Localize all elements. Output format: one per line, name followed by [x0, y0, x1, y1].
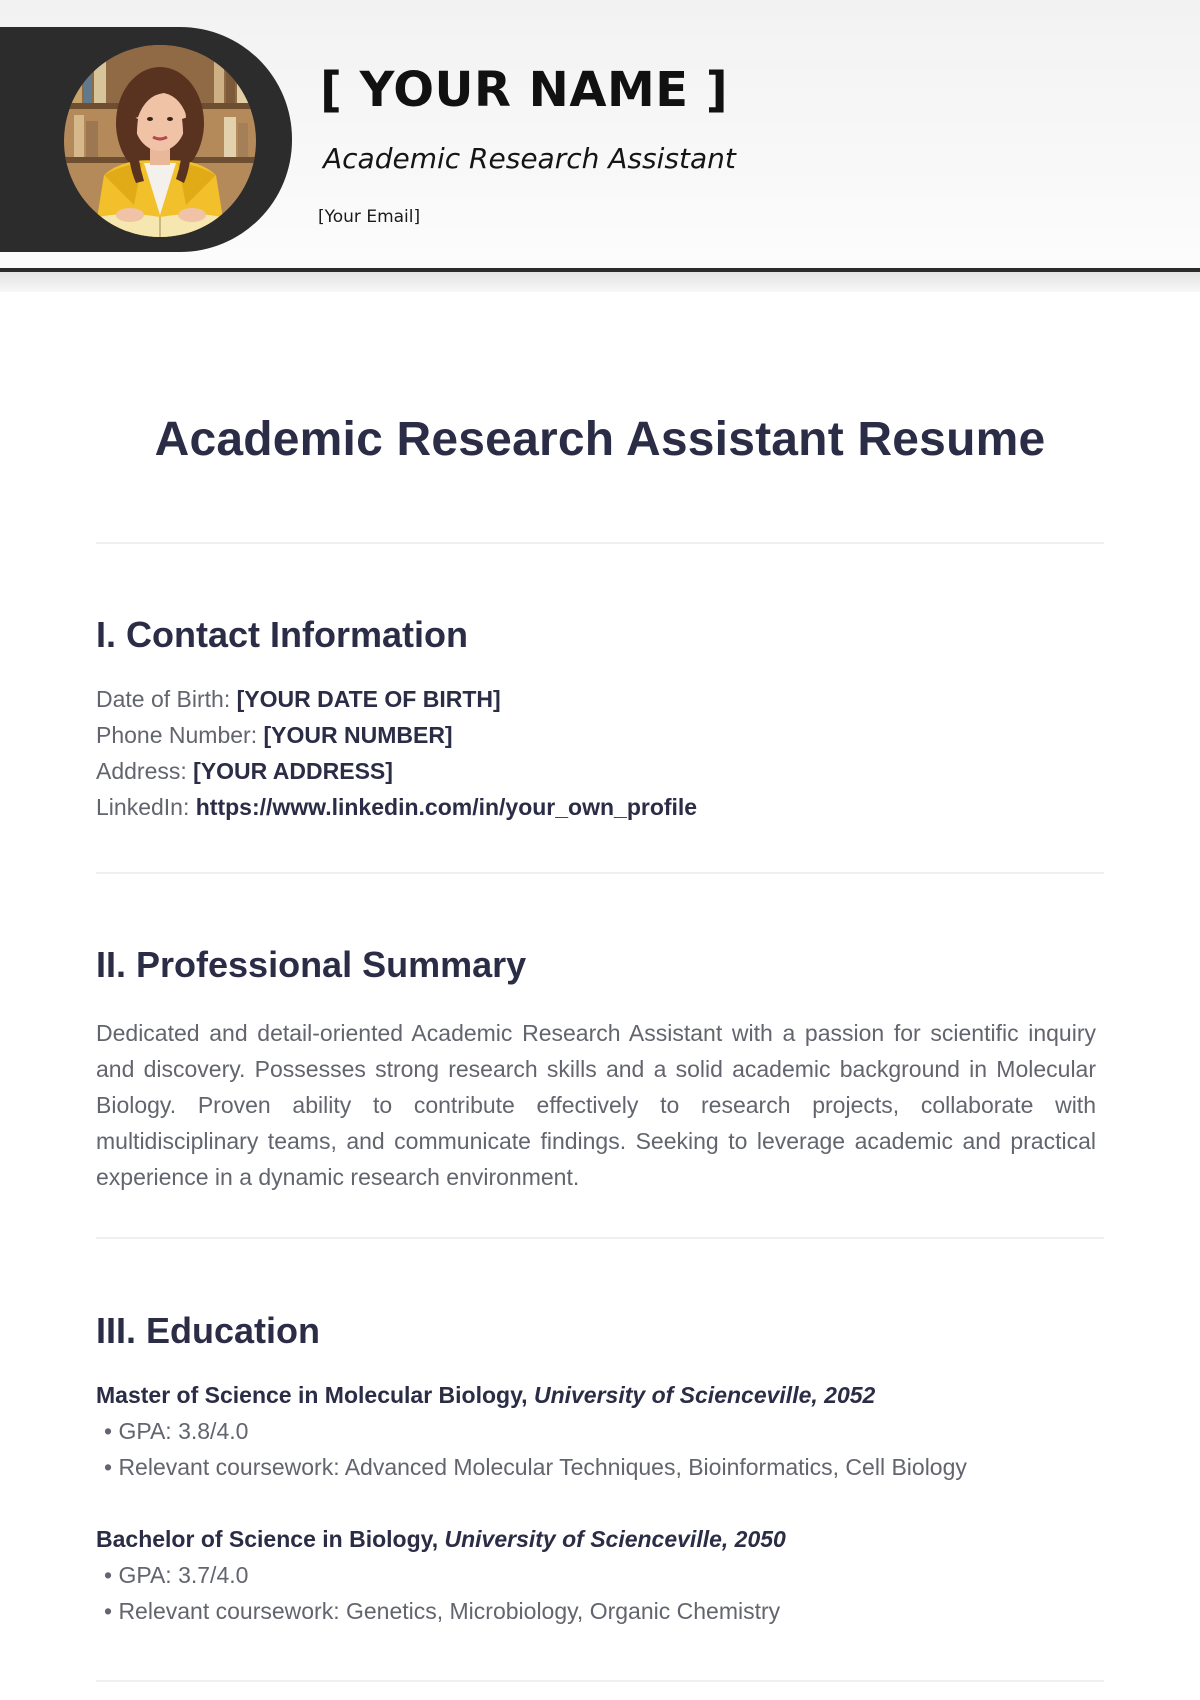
contact-label: LinkedIn: — [96, 794, 190, 820]
education-entry-degree — [96, 1526, 786, 1553]
contact-label: Address: — [96, 758, 187, 784]
divider — [96, 1237, 1104, 1239]
summary-text: Dedicated and detail-oriented Academic Research Assistant with a passion for scientific inquiry and discovery. Possesses strong research skills and a solid academic background in Molecular Biology. Proven ability to contribute effectively to research projects, collaborate with multidisciplinary teams, and communicate findings. Seeking to leverage academic and practical experience in a dynamic research environment. — [96, 1020, 1096, 1190]
contact-label: Date of Birth: — [96, 686, 231, 712]
education-bullet: • Relevant coursework: Advanced Molecular Techniques, Bioinformatics, Cell Biology — [104, 1454, 967, 1480]
job-title: Academic Research Assistant — [323, 142, 736, 175]
summary-heading: II. Professional Summary — [96, 944, 527, 985]
contact-linkedin — [96, 794, 697, 821]
degree-name: Bachelor of Science in Biology, — [96, 1526, 439, 1552]
school-name: University of Scienceville, 2050 — [444, 1526, 786, 1552]
linkedin-link[interactable]: https://www.linkedin.com/in/your_own_profile — [195, 794, 698, 820]
divider — [96, 1680, 1104, 1682]
degree-name: Master of Science in Molecular Biology, — [96, 1382, 528, 1408]
divider — [96, 542, 1104, 544]
header-shadow — [0, 272, 1200, 292]
email: [Your Email] — [318, 207, 421, 227]
candidate-name: [ YOUR NAME ] — [320, 62, 729, 118]
contact-value: [YOUR NUMBER] — [263, 722, 453, 748]
education-heading: III. Education — [96, 1310, 321, 1351]
document-title: Academic Research Assistant Resume — [154, 413, 1046, 466]
contact-phone — [96, 722, 453, 749]
contact-date-of-birth — [96, 686, 501, 713]
contact-address — [96, 758, 393, 785]
contact-value: [YOUR DATE OF BIRTH] — [236, 686, 501, 712]
profile-photo — [64, 45, 256, 237]
education-bullet: • Relevant coursework: Genetics, Microbiology, Organic Chemistry — [104, 1598, 781, 1624]
contact-value: [YOUR ADDRESS] — [193, 758, 393, 784]
education-bullet: • GPA: 3.8/4.0 — [104, 1418, 249, 1444]
contact-label: Phone Number: — [96, 722, 258, 748]
education-entry-degree — [96, 1382, 875, 1409]
contact-heading: I. Contact Information — [96, 614, 468, 655]
header-rule — [0, 268, 1200, 272]
portrait-photo-icon — [64, 45, 256, 237]
divider — [96, 872, 1104, 874]
school-name: University of Scienceville, 2052 — [533, 1382, 876, 1408]
education-bullet: • GPA: 3.7/4.0 — [104, 1562, 249, 1588]
